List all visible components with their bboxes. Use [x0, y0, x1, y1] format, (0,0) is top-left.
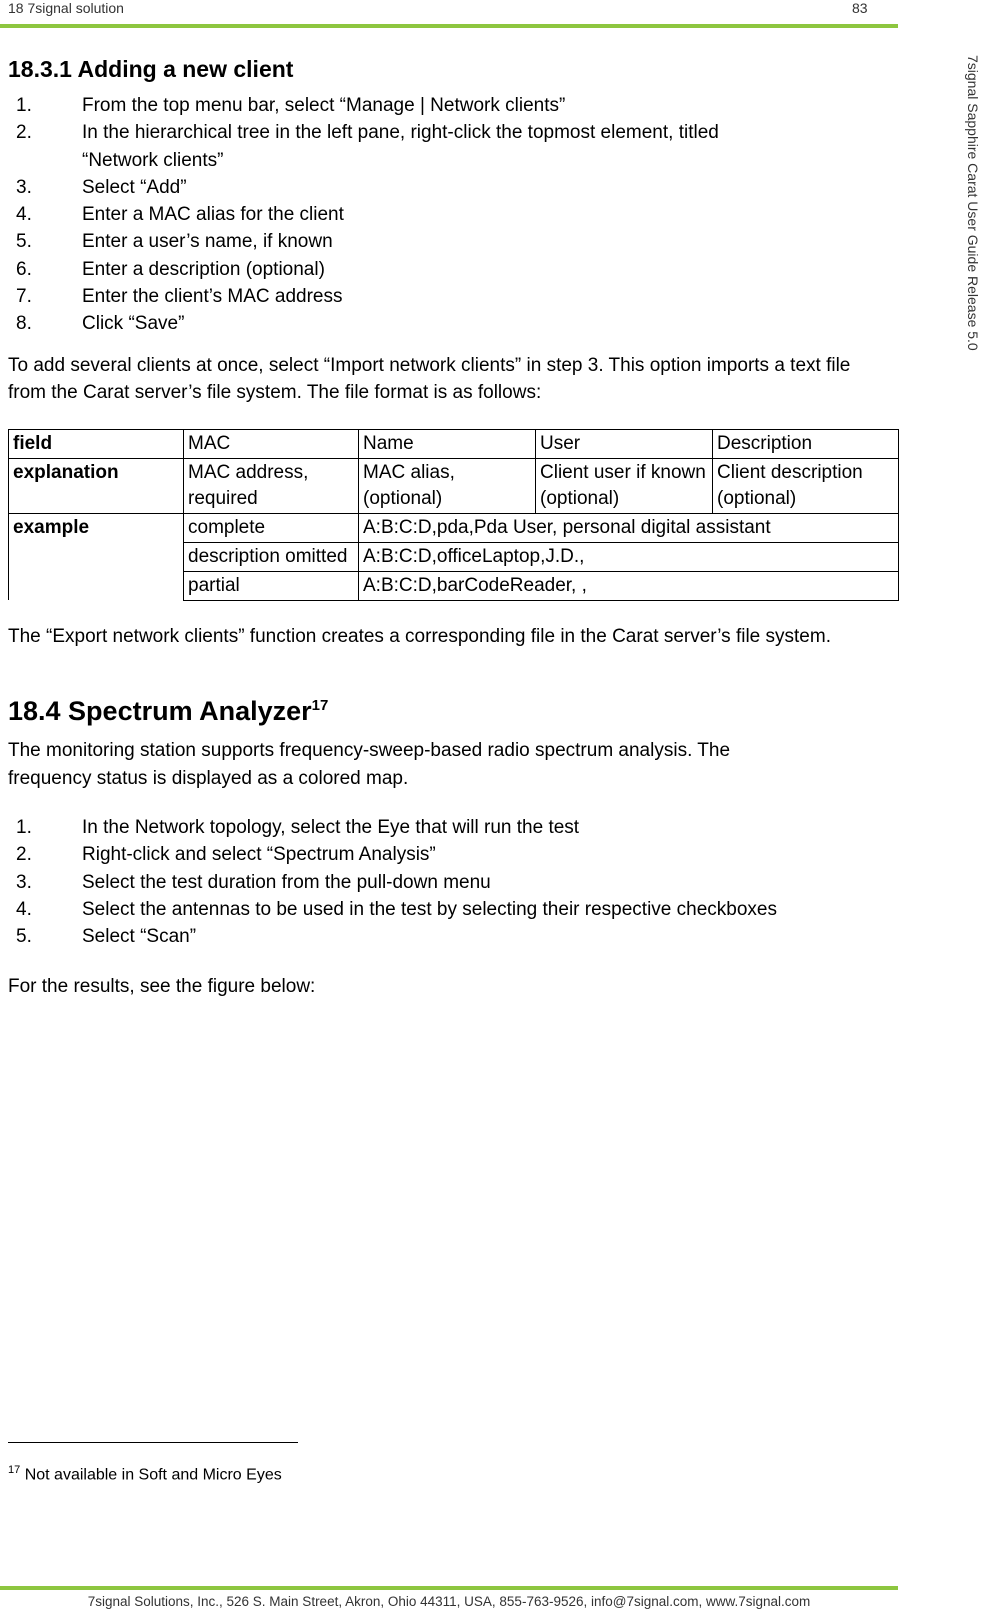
side-document-title: 7signal Sapphire Carat User Guide Release 5.0	[965, 55, 981, 351]
list-item	[8, 310, 898, 337]
export-paragraph: The “Export network clients” function creates a corresponding file in the Carat server’s file system.	[8, 625, 831, 647]
list-item	[8, 92, 898, 119]
table-cell: description omitted	[184, 542, 359, 571]
list-item-text: Click “Save”	[82, 313, 185, 335]
list-number: 2.	[16, 844, 32, 866]
table-cell: A:B:C:D,barCodeReader, ,	[359, 571, 899, 600]
list-item	[8, 174, 898, 201]
table-cell: Name	[359, 429, 536, 458]
list-item	[8, 814, 898, 841]
list-number: 3.	[16, 176, 32, 198]
footnote-text: Not available in Soft and Micro Eyes	[20, 1466, 282, 1484]
table-cell: MAC	[184, 429, 359, 458]
table-cell: Description	[713, 429, 899, 458]
import-paragraph: To add several clients at once, select “Import network clients” in step 3. This option imports a text file from the Carat server’s file system. The file format is as follows:	[8, 354, 851, 404]
add-client-steps	[8, 92, 898, 338]
list-item-text: Select “Scan”	[82, 926, 197, 948]
table-cell: complete	[184, 513, 359, 542]
list-item-text: Enter the client’s MAC address	[82, 286, 343, 308]
section-heading-18-4	[8, 686, 898, 731]
list-item-text: Right-click and select “Spectrum Analysis”	[82, 844, 436, 866]
list-item	[8, 256, 898, 283]
section-heading-text: 18.4 Spectrum Analyzer	[8, 696, 312, 727]
table-cell: example	[9, 513, 184, 600]
page-footer: 7signal Solutions, Inc., 526 S. Main Street, Akron, Ohio 44311, USA, 855-763-9526, info@7signal.com, www.7signal.com	[87, 1594, 811, 1609]
table-cell: explanation	[9, 458, 184, 513]
file-format-table	[8, 429, 899, 601]
header-rule	[0, 24, 898, 28]
section-heading-18-3-1: 18.3.1 Adding a new client	[8, 56, 294, 82]
table-cell: A:B:C:D,officeLaptop,J.D.,	[359, 542, 899, 571]
list-item-text: From the top menu bar, select “Manage | Network clients”	[82, 95, 566, 116]
list-number: 1.	[16, 95, 32, 116]
table-cell: partial	[184, 571, 359, 600]
page-number: 83	[852, 0, 868, 16]
page-content	[8, 52, 898, 1000]
table-cell: A:B:C:D,pda,Pda User, personal digital assistant	[359, 513, 899, 542]
list-number: 1.	[16, 817, 32, 839]
list-item	[8, 201, 898, 228]
list-item	[8, 283, 898, 310]
table-cell: field	[9, 429, 184, 458]
list-number: 3.	[16, 871, 32, 893]
table-cell: Client description (optional)	[713, 458, 899, 513]
list-item-text: In the Network topology, select the Eye that will run the test	[82, 817, 580, 839]
list-item-text: Enter a user’s name, if known	[82, 231, 333, 253]
spectrum-intro-paragraph: The monitoring station supports frequency-sweep-based radio spectrum analysis. The frequency status is displayed as a colored map.	[8, 740, 731, 789]
list-item-text: Select “Add”	[82, 176, 187, 198]
table-cell: User	[536, 429, 713, 458]
list-number: 6.	[16, 258, 32, 280]
table-cell: MAC alias, (optional)	[359, 458, 536, 513]
list-item	[8, 869, 898, 896]
list-number: 4.	[16, 899, 32, 921]
list-item-text: Select the test duration from the pull-down menu	[82, 871, 491, 893]
table-cell: Client user if known (optional)	[536, 458, 713, 513]
list-number: 2.	[16, 122, 32, 144]
list-item	[8, 923, 898, 950]
list-item-text: In the hierarchical tree in the left pane, right-click the topmost element, titled “Network clients”	[82, 122, 719, 171]
footer-rule	[0, 1586, 898, 1590]
table-cell: MAC address, required	[184, 458, 359, 513]
spectrum-steps	[8, 814, 898, 950]
list-item	[8, 119, 898, 174]
table-row	[9, 429, 899, 458]
list-number: 5.	[16, 231, 32, 253]
list-number: 8.	[16, 313, 32, 335]
footnote-reference: 17	[311, 697, 329, 715]
list-item-text: Enter a MAC alias for the client	[82, 204, 344, 226]
results-paragraph: For the results, see the figure below:	[8, 975, 316, 997]
table-row	[9, 458, 899, 513]
list-item-text: Enter a description (optional)	[82, 258, 325, 280]
list-number: 5.	[16, 926, 32, 948]
list-item-text: Select the antennas to be used in the test by selecting their respective checkboxes	[82, 899, 777, 921]
list-item	[8, 896, 898, 923]
footnote-separator	[8, 1442, 298, 1443]
list-number: 7.	[16, 286, 32, 308]
list-number: 4.	[16, 204, 32, 226]
list-item	[8, 228, 898, 255]
table-row	[9, 513, 899, 542]
list-item	[8, 841, 898, 868]
footnote-number: 17	[8, 1464, 21, 1476]
footnote	[8, 1464, 282, 1484]
running-header-section: 18 7signal solution	[8, 0, 124, 16]
